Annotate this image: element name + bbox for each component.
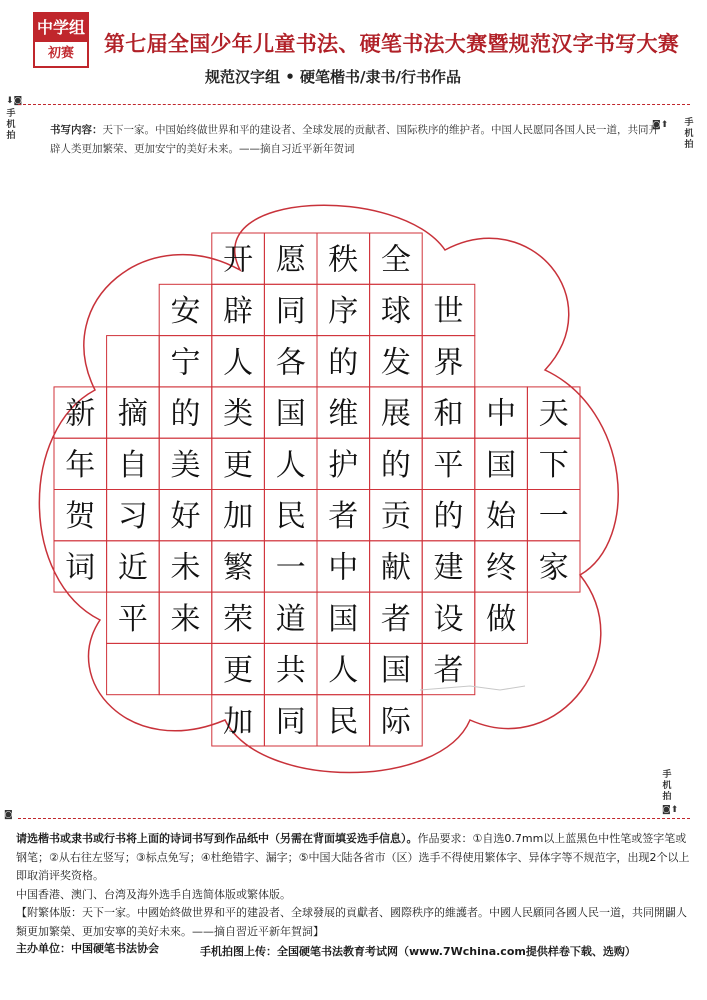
- grid-character: 繁: [223, 550, 254, 586]
- instructions-traditional: 【附繁体版：天下一家。中國始終做世界和平的建設者、全球發展的貢獻者、國際秩序的維護者。中國人民願同各國人民一道，共同開闢人類更加繁榮、更加安寧的美好未來。——摘自習近平新年賀詞】: [16, 906, 687, 938]
- grid-character: 天: [538, 396, 569, 432]
- grid-character: 更: [223, 653, 254, 689]
- grid-character: 共: [275, 653, 306, 689]
- grid-character: 维: [328, 396, 359, 432]
- bottom-dashed-rule: [18, 818, 690, 819]
- grid-character: 一: [538, 499, 569, 535]
- grid-character: 宁: [170, 345, 201, 381]
- grid-cell: [107, 336, 160, 387]
- side-label-right: 手机拍: [684, 118, 694, 150]
- grid-character: 来: [170, 601, 201, 637]
- grid-character: 加: [223, 704, 254, 740]
- grid-character: 开: [223, 242, 254, 278]
- grid-character: 民: [328, 704, 359, 740]
- instructions-overseas: 中国香港、澳门、台湾及海外选手自选简体版或繁体版。: [16, 887, 291, 901]
- grid-character: 类: [223, 396, 254, 432]
- grid-character: 平: [433, 447, 464, 483]
- group-level: 中学组: [35, 14, 87, 42]
- instructions-requirements: 作品要求：①自选0.7mm以上蓝黑色中性笔或签字笔或钢笔；②从右往左竖写；③标点免写；④杜绝错字、漏字；⑤中国大陆各省市（区）选手不得使用繁体字、异体字等不规范字，出现2个以上即取消评奖资格。: [16, 832, 690, 882]
- grid-character: 展: [380, 396, 411, 432]
- grid-character: 好: [170, 499, 201, 535]
- grid-character: 近: [117, 550, 148, 586]
- grid-character: 者: [433, 653, 464, 689]
- grid-character: 人: [328, 653, 359, 689]
- grid-character: 中: [486, 396, 517, 432]
- grid-character: 家: [538, 550, 569, 586]
- grid-character: 序: [328, 293, 359, 329]
- grid-character: 的: [170, 396, 201, 432]
- grid-character: 中: [328, 550, 359, 586]
- grid-character: 摘: [117, 396, 148, 432]
- grid-character: 国: [486, 447, 517, 483]
- grid-character: 者: [380, 601, 411, 637]
- camera-icon: ⬇◙: [6, 96, 23, 106]
- grid-character: 做: [486, 601, 517, 637]
- grid-character: 国: [380, 653, 411, 689]
- grid-character: 同: [275, 293, 306, 329]
- grid-character: 贡: [380, 499, 411, 535]
- grid-character: 词: [65, 550, 96, 586]
- grid-character: 民: [275, 499, 306, 535]
- grid-character: 人: [223, 345, 254, 381]
- camera-icon: ◙⬆: [652, 120, 669, 130]
- grid-character: 人: [275, 447, 306, 483]
- grid-character: 自: [117, 447, 148, 483]
- grid-character: 各: [275, 345, 306, 381]
- grid-character: 发: [380, 345, 411, 381]
- grid-cell: [107, 643, 160, 694]
- grid-character: 未: [170, 550, 201, 586]
- side-label-left: 手机拍: [6, 109, 16, 141]
- camera-icon: ◙⬆: [662, 805, 679, 815]
- page-subtitle: 规范汉字组 • 硬笔楷书/隶书/行书作品: [205, 68, 461, 86]
- grid-character: 终: [486, 550, 517, 586]
- grid-character: 献: [380, 550, 411, 586]
- character-grid: [54, 233, 580, 746]
- grid-character: 新: [65, 396, 96, 432]
- grid-character: 的: [380, 447, 411, 483]
- grid-character: 全: [380, 242, 411, 278]
- grid-character: 同: [275, 704, 306, 740]
- grid-character: 国: [328, 601, 359, 637]
- grid-character: 际: [380, 704, 411, 740]
- grid-character: 世: [433, 293, 464, 329]
- grid-character: 安: [170, 293, 201, 329]
- grid-character: 加: [223, 499, 254, 535]
- grid-character: 国: [275, 396, 306, 432]
- grid-character: 一: [275, 550, 306, 586]
- grid-character: 界: [433, 345, 464, 381]
- instructions: [16, 830, 692, 941]
- grid-character: 者: [328, 499, 359, 535]
- page-title: 第七届全国少年儿童书法、硬笔书法大赛暨规范汉字书写大赛: [104, 31, 680, 56]
- grid-character: 的: [433, 499, 464, 535]
- grid-character: 和: [433, 396, 464, 432]
- grid-character: 的: [328, 345, 359, 381]
- writing-content-label: 书写内容：: [50, 124, 103, 136]
- grid-character: 设: [433, 601, 464, 637]
- grid-character: 建: [433, 550, 464, 586]
- grid-character: 道: [275, 601, 306, 637]
- upload-info: 手机拍图上传：全国硬笔书法教育考试网（www.7Wchina.com提供样卷下载、选购）: [200, 945, 636, 958]
- organizer: [16, 940, 159, 956]
- writing-content-text: 天下一家。中国始终做世界和平的建设者、全球发展的贡献者、国际秩序的维护者。中国人民愿同各国人民一道，共同开辟人类更加繁荣、更加安宁的美好未来。——摘自习近平新年贺词: [50, 124, 659, 155]
- side-label-bottom-right: 手机拍: [662, 770, 672, 802]
- grid-character: 习: [117, 499, 148, 535]
- grid-character: 辟: [223, 293, 254, 329]
- grid-character: 愿: [275, 242, 306, 278]
- grid-character: 年: [65, 447, 96, 483]
- grid-character: 美: [170, 447, 201, 483]
- grid-character: 护: [328, 447, 359, 483]
- camera-icon: ◙: [4, 810, 13, 820]
- grid-character: 更: [223, 447, 254, 483]
- organizer-name: 中国硬笔书法协会: [71, 942, 159, 955]
- competition-round: 初赛: [47, 46, 74, 61]
- grid-character: 始: [486, 499, 517, 535]
- grid-cell: [159, 643, 212, 694]
- grid-character: 下: [538, 447, 569, 483]
- organizer-label: 主办单位：: [16, 942, 71, 955]
- grid-character: 平: [117, 601, 148, 637]
- grid-character: 贺: [65, 499, 96, 535]
- grid-character: 秩: [328, 242, 359, 278]
- instructions-main: 请选楷书或隶书或行书将上面的诗词书写到作品纸中（另需在背面填妥选手信息）。: [16, 832, 418, 845]
- grid-character: 球: [380, 293, 411, 329]
- grid-character: 荣: [223, 601, 254, 637]
